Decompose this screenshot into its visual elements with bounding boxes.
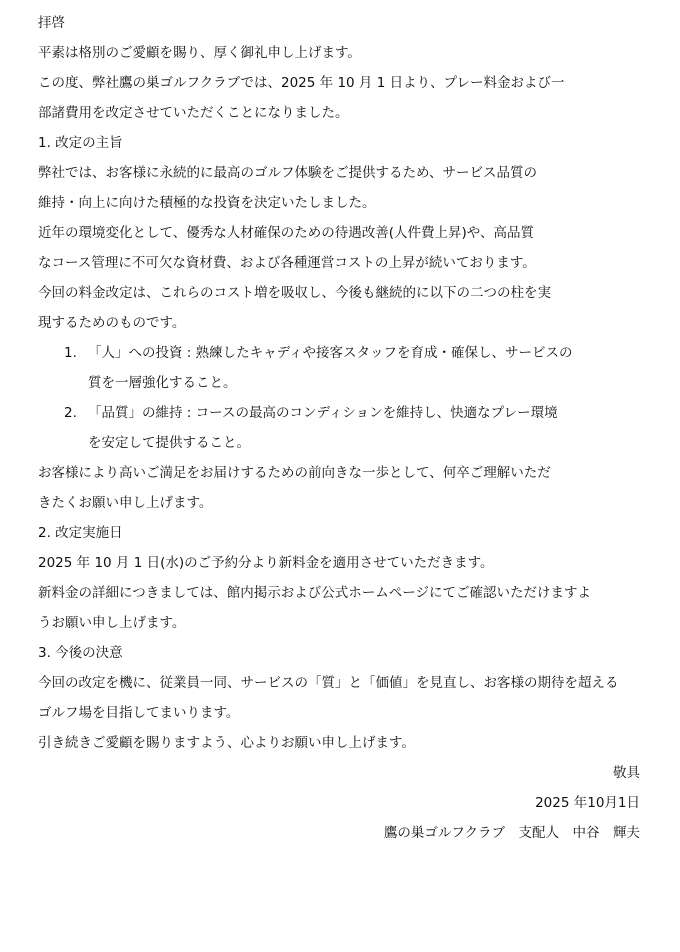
- section-2-line: 2025 年 10 月 1 日(水)のご予約分より新料金を適用させていただきます。: [38, 555, 494, 571]
- section-3-line: 引き続きご愛顧を賜りますよう、心よりお願い申し上げます。: [38, 735, 415, 751]
- signature: 鷹の巣ゴルフクラブ 支配人 中谷 輝夫: [383, 825, 640, 841]
- intro-line: 平素は格別のご愛顧を賜り、厚く御礼申し上げます。: [38, 45, 361, 61]
- salutation: 拝啓: [38, 15, 65, 31]
- section-2-heading: 2. 改定実施日: [38, 525, 123, 541]
- section-1-line: 今回の料金改定は、これらのコスト増を吸収し、今後も継続的に以下の二つの柱を実: [38, 285, 551, 301]
- section-3-line: ゴルフ場を目指してまいります。: [38, 705, 240, 721]
- pillar-item-number: 1.: [64, 345, 77, 361]
- pillar-item-1-continuation: 質を一層強化すること。: [88, 375, 237, 391]
- section-1-closing-line: お客様により高いご満足をお届けするための前向きな一歩として、何卒ご理解いただ: [38, 465, 551, 481]
- complimentary-close: 敬具: [613, 765, 640, 781]
- intro-line: 部諸費用を改定させていただくことになりました。: [38, 105, 349, 121]
- letter-document: [38, 8, 642, 848]
- section-1-line: 維持・向上に向けた積極的な投資を決定いたしました。: [38, 195, 376, 211]
- section-3-heading: 3. 今後の決意: [38, 645, 123, 661]
- section-1-closing-line: きたくお願い申し上げます。: [38, 495, 213, 511]
- pillar-item-2: [38, 398, 642, 428]
- pillar-item-1: [38, 338, 642, 368]
- letter-date: 2025 年10月1日: [535, 795, 640, 811]
- pillar-item-number: 2.: [64, 405, 77, 421]
- section-1-line: 弊社では、お客様に永続的に最高のゴルフ体験をご提供するため、サービス品質の: [38, 165, 537, 181]
- section-2-line: うお願い申し上げます。: [38, 615, 186, 631]
- section-1-heading: 1. 改定の主旨: [38, 135, 123, 151]
- pillar-item-2-continuation: を安定して提供すること。: [88, 435, 250, 451]
- section-1-line: 現するためのものです。: [38, 315, 186, 331]
- section-1-line: なコース管理に不可欠な資材費、および各種運営コストの上昇が続いております。: [38, 255, 536, 271]
- section-2-line: 新料金の詳細につきましては、館内掲示および公式ホームページにてご確認いただけますよ: [38, 585, 591, 601]
- section-1-line: 近年の環境変化として、優秀な人材確保のための待遇改善(人件費上昇)や、高品質: [38, 225, 534, 241]
- intro-line: この度、弊社鷹の巣ゴルフクラブでは、2025 年 10 月 1 日より、プレー料金および一: [38, 75, 565, 91]
- pillar-item-text: 「人」への投資 : 熟練したキャディや接客スタッフを育成・確保し、サービスの: [88, 345, 573, 361]
- section-3-line: 今回の改定を機に、従業員一同、サービスの「質」と「価値」を見直し、お客様の期待を超える: [38, 675, 619, 691]
- pillar-item-text: 「品質」の維持 : コースの最高のコンディションを維持し、快適なプレー環境: [88, 405, 558, 421]
